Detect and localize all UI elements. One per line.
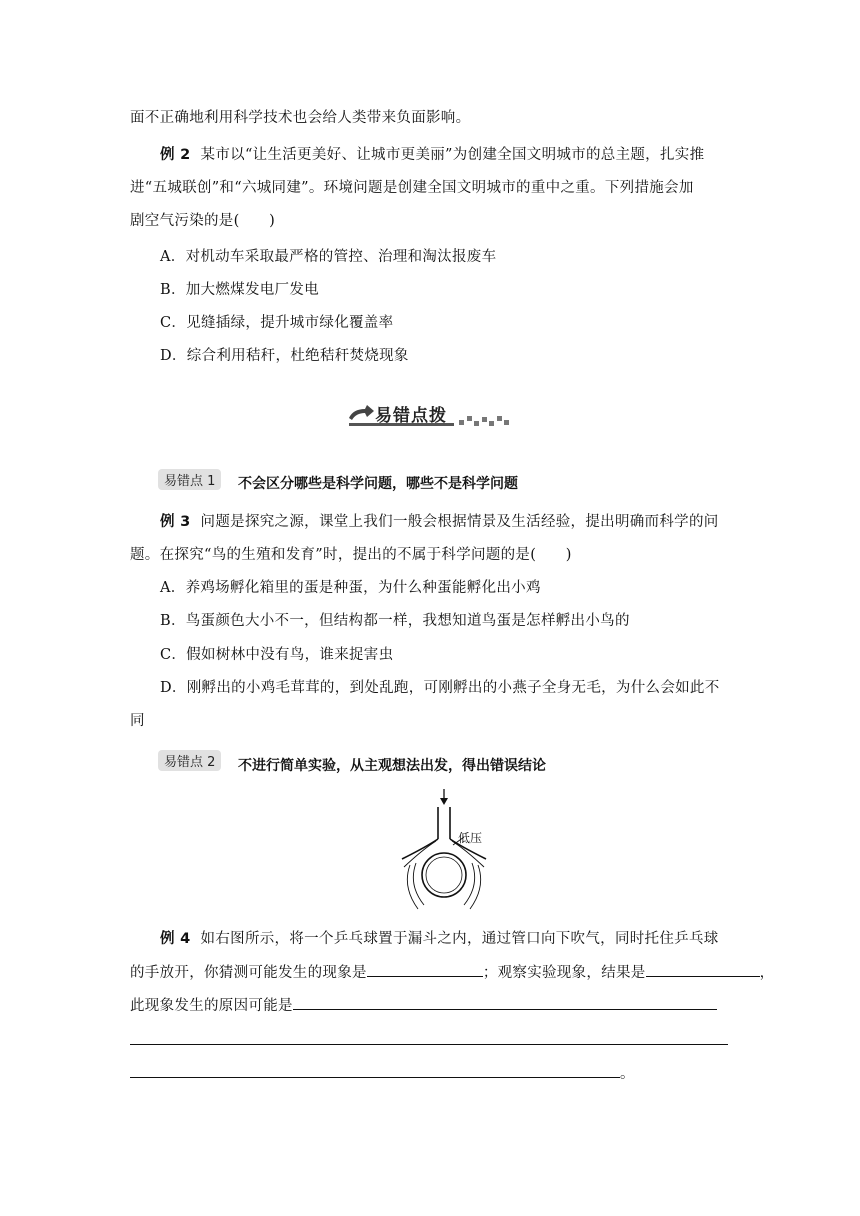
- error-point-1-tag: 易错点 1: [158, 469, 221, 490]
- example4-label: 例 4: [160, 931, 191, 947]
- example2-line3: 剧空气污染的是( ): [130, 213, 276, 229]
- answer-blank-reason[interactable]: [293, 995, 717, 1010]
- example3-option-b: B．鸟蛋颜色大小不一，但结构都一样，我想知道鸟蛋是怎样孵出小鸟的: [160, 613, 630, 629]
- banner-arrow-icon: [349, 405, 374, 420]
- error-point-1-text: 不会区分哪些是科学问题，哪些不是科学问题: [238, 476, 518, 492]
- example3-option-d: D．刚孵出的小鸡毛茸茸的，到处乱跑，可刚孵出的小燕子全身无毛，为什么会如此不: [160, 680, 720, 696]
- example4-line1: 例 4 如右图所示，将一个乒乓球置于漏斗之内，通过管口向下吹气，同时托住乒乓球: [160, 931, 719, 947]
- example2-line2: 进“五城联创”和“六城同建”。环境问题是创建全国文明城市的重中之重。下列措施会加: [130, 180, 694, 196]
- example3-label: 例 3: [160, 514, 191, 530]
- example3-option-c: C．假如树林中没有鸟，谁来捉害虫: [160, 647, 394, 663]
- example3-option-a: A．养鸡场孵化箱里的蛋是种蛋，为什么种蛋能孵化出小鸡: [160, 580, 541, 596]
- example4-line3: 此现象发生的原因可能是: [130, 995, 717, 1016]
- error-point-2-text: 不进行简单实验，从主观想法出发，得出错误结论: [238, 758, 546, 774]
- low-pressure-label: 低压: [458, 831, 483, 845]
- example2-line1: 例 2 某市以“让生活更美好、让城市更美丽”为创建全国文明城市的总主题，扎实推: [160, 147, 705, 163]
- down-arrow-icon: [440, 789, 448, 805]
- funnel-ball-diagram: [400, 787, 505, 912]
- intro-tail: 面不正确地利用科学技术也会给人类带来负面影响。: [130, 110, 471, 126]
- example2-option-a: A．对机动车采取最严格的管控、治理和淘汰报废车: [160, 249, 497, 265]
- answer-line-reason-2[interactable]: [130, 1044, 728, 1045]
- answer-blank-result[interactable]: [646, 962, 760, 977]
- example2-option-c: C．见缝插绿，提升城市绿化覆盖率: [160, 315, 394, 331]
- answer-blank-guess[interactable]: [367, 962, 483, 977]
- example2-option-b: B．加大燃煤发电厂发电: [160, 282, 319, 298]
- example3-line2: 题。在探究“鸟的生殖和发育”时，提出的不属于科学问题的是( ): [130, 547, 572, 563]
- example3-option-d-cont: 同: [130, 713, 145, 729]
- section-title: 易错点拨: [375, 406, 447, 426]
- example2-option-d: D．综合利用秸秆，杜绝秸秆焚烧现象: [160, 348, 409, 364]
- error-point-2-tag: 易错点 2: [158, 750, 221, 771]
- example4-line2: 的手放开，你猜测可能发生的现象是 ；观察实验现象，结果是 ，: [130, 962, 774, 983]
- example3-line1: 例 3 问题是探究之源，课堂上我们一般会根据情景及生活经验，提出明确而科学的问: [160, 514, 719, 530]
- example2-label: 例 2: [160, 147, 191, 163]
- example4-line5: 。: [130, 1063, 635, 1084]
- answer-blank-reason-3[interactable]: [130, 1063, 620, 1078]
